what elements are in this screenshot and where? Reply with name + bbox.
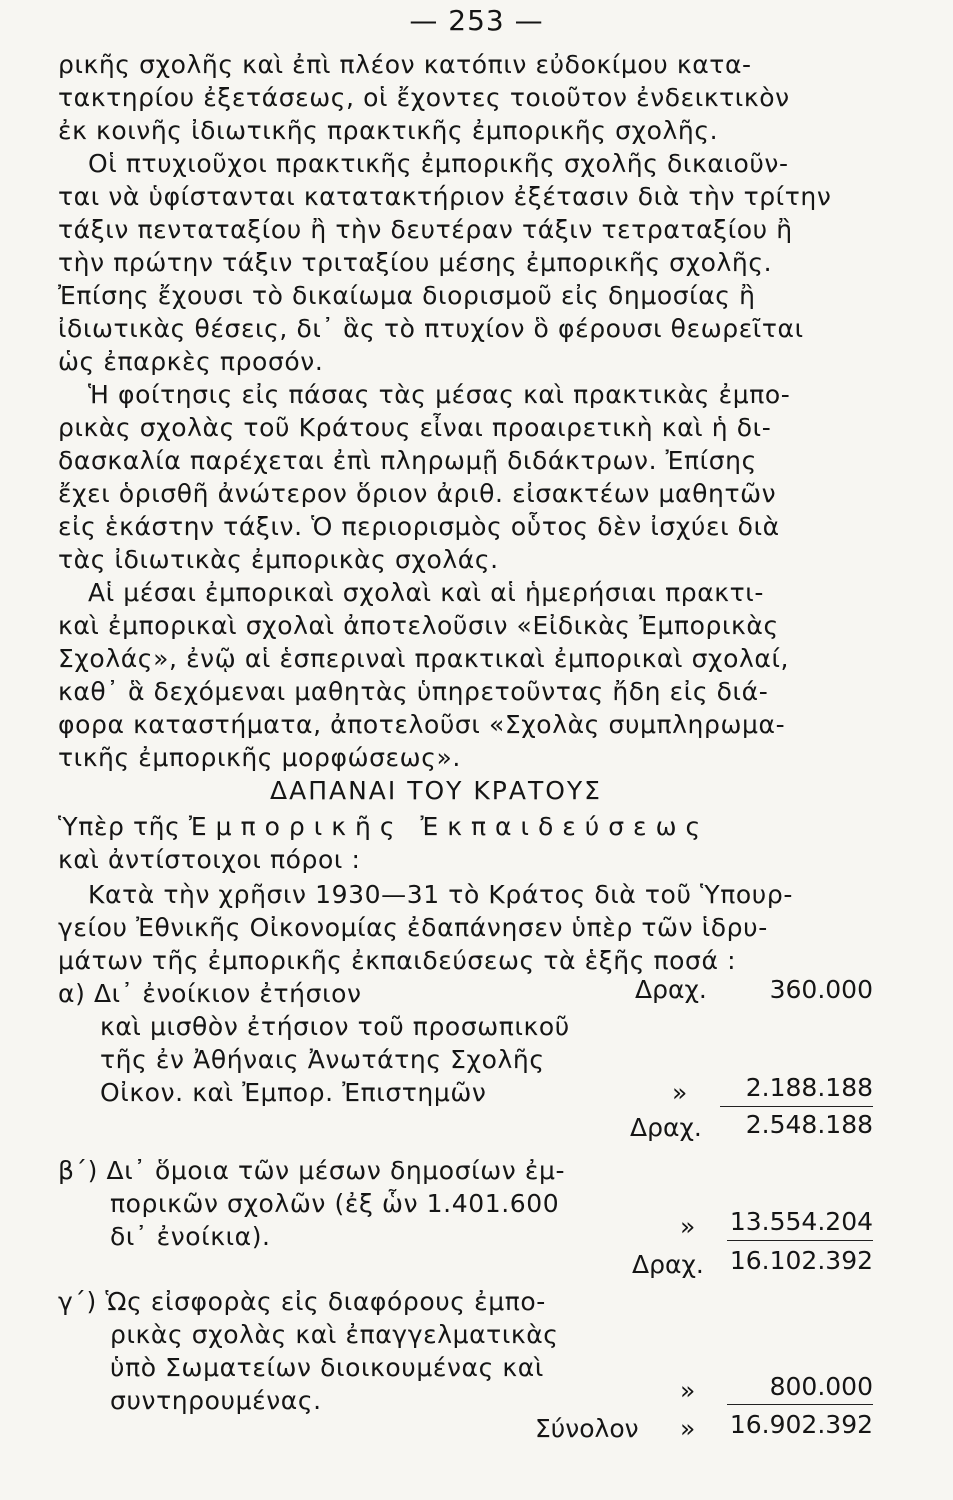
text-line: ρικῆς σχολῆς καὶ ἐπὶ πλέον κατόπιν εὐδοκίμου κατα- (58, 50, 752, 79)
sum-rule (727, 1404, 873, 1405)
subtotal-label: Δραχ. (630, 1113, 702, 1142)
text-line: ἰδιωτικὰς θέσεις, δι᾽ ἃς τὸ πτυχίον ὃ φέρουσι θεωρεῖται (58, 314, 804, 343)
text-line: τάξιν πενταταξίου ἢ τὴν δευτέραν τάξιν τετραταξίου ἢ (58, 215, 793, 244)
text-line: ὡς ἐπαρκὲς προσόν. (58, 347, 324, 376)
currency-label: Δραχ. (635, 975, 707, 1004)
sum-rule (720, 1106, 873, 1107)
page-number: — 253 — (409, 4, 544, 37)
sum-rule (727, 1240, 873, 1241)
subtotal-label: Δραχ. (632, 1250, 704, 1279)
item-a-subtotal: 2.548.188 (745, 1110, 873, 1139)
item-c-line: ρικὰς σχολὰς καὶ ἐπαγγελματικὰς (110, 1320, 559, 1349)
item-a-line: Οἰκον. καὶ Ἐμπορ. Ἐπιστημῶν (100, 1078, 487, 1107)
text-line: τὴν πρώτην τάξιν τριταξίου μέσης ἐμπορικῆς σχολῆς. (58, 248, 773, 277)
text-line: μάτων τῆς ἐμπορικῆς ἐκπαιδεύσεως τὰ ἑξῆς ποσά : (58, 946, 737, 975)
text-line: ρικὰς σχολὰς τοῦ Κράτους εἶναι προαιρετικὴ καὶ ἡ δι- (58, 413, 772, 442)
total-label: Σύνολον (535, 1414, 639, 1443)
section-heading: ΔΑΠΑΝΑΙ ΤΟΥ ΚΡΑΤΟΥΣ (270, 776, 602, 805)
item-b-line: δι᾽ ἐνοίκια). (110, 1222, 271, 1251)
item-b-line: πορικῶν σχολῶν (ἐξ ὧν 1.401.600 (110, 1189, 560, 1218)
text-line: φορα καταστήματα, ἀποτελοῦσι «Σχολὰς συμπληρωμα- (58, 710, 786, 739)
text-line: γείου Ἐθνικῆς Οἰκονομίας ἐδαπάνησεν ὑπὲρ τῶν ἱδρυ- (58, 913, 768, 942)
item-c-line: ὑπὸ Σωματείων διοικουμένας καὶ (110, 1353, 544, 1382)
ditto-mark: » (680, 1212, 696, 1241)
text-line: ἔχει ὁρισθῆ ἀνώτερον ὅριον ἀριθ. εἰσακτέων μαθητῶν (58, 479, 777, 508)
item-a-line: α) Δι᾽ ἐνοίκιον ἐτήσιον (58, 979, 362, 1008)
text-line: καθ᾽ ἃ δεχόμεναι μαθητὰς ὑπηρετοῦντας ἤδη εἰς διά- (58, 677, 769, 706)
text-line: Ἡ φοίτησις εἰς πάσας τὰς μέσας καὶ πρακτικὰς ἐμπο- (88, 380, 791, 409)
text-line: καὶ ἐμπορικαὶ σχολαὶ ἀποτελοῦσιν «Εἰδικὰς Ἐμπορικὰς (58, 611, 779, 640)
total-amount: 16.902.392 (729, 1410, 873, 1439)
item-b-subtotal: 16.102.392 (729, 1246, 873, 1275)
ditto-mark: » (680, 1414, 696, 1443)
text-line: δασκαλία παρέχεται ἐπὶ πληρωμῇ διδάκτρων. Ἐπίσης (58, 446, 757, 475)
ditto-mark: » (672, 1078, 688, 1107)
subheading-spaced: Ἐμπορικῆς Ἐκπαιδεύσεως (188, 812, 710, 841)
item-a-amount2: 2.188.188 (745, 1073, 873, 1102)
item-c-line: γ´) Ὡς εἰσφορὰς εἰς διαφόρους ἐμπο- (58, 1287, 546, 1316)
item-c-line: συντηρουμένας. (110, 1386, 322, 1415)
text-line: τὰς ἰδιωτικὰς ἐμπορικὰς σχολάς. (58, 545, 499, 574)
text-line: ται νὰ ὑφίστανται κατατακτήριον ἐξέτασιν διὰ τὴν τρίτην (58, 182, 832, 211)
subheading (58, 812, 709, 842)
text-line: ἐκ κοινῆς ἰδιωτικῆς πρακτικῆς ἐμπορικῆς σχολῆς. (58, 116, 719, 145)
item-b-line: β´) Δι᾽ ὅμοια τῶν μέσων δημοσίων ἐμ- (58, 1156, 566, 1185)
ditto-mark: » (680, 1376, 696, 1405)
text-line: Αἱ μέσαι ἐμπορικαὶ σχολαὶ καὶ αἱ ἡμερήσιαι πρακτι- (88, 578, 764, 607)
subheading-line2: καὶ ἀντίστοιχοι πόροι : (58, 845, 361, 874)
item-b-amount: 13.554.204 (729, 1207, 873, 1236)
text-line: τικῆς ἐμπορικῆς μορφώσεως». (58, 743, 461, 772)
item-a-line: καὶ μισθὸν ἐτήσιον τοῦ προσωπικοῦ (100, 1012, 570, 1041)
text-line: Κατὰ τὴν χρῆσιν 1930—31 τὸ Κράτος διὰ τοῦ Ὑπουρ- (88, 880, 793, 909)
text-line: εἰς ἑκάστην τάξιν. Ὁ περιορισμὸς οὗτος δὲν ἰσχύει διὰ (58, 512, 780, 541)
text-line: Οἱ πτυχιοῦχοι πρακτικῆς ἐμπορικῆς σχολῆς δικαιοῦν- (88, 149, 789, 178)
subheading-prefix: Ὑπὲρ τῆς (58, 812, 181, 841)
text-line: τακτηρίου ἐξετάσεως, οἱ ἔχοντες τοιοῦτον ἐνδεικτικὸν (58, 83, 790, 112)
text-line: Ἐπίσης ἔχουσι τὸ δικαίωμα διορισμοῦ εἰς δημοσίας ἢ (58, 281, 756, 310)
item-a-amount1: 360.000 (769, 975, 873, 1004)
item-a-line: τῆς ἐν Ἀθήναις Ἀνωτάτης Σχολῆς (100, 1045, 545, 1074)
item-c-amount: 800.000 (769, 1372, 873, 1401)
text-line: Σχολάς», ἐνῷ αἱ ἑσπεριναὶ πρακτικαὶ ἐμπορικαὶ σχολαί, (58, 644, 790, 673)
